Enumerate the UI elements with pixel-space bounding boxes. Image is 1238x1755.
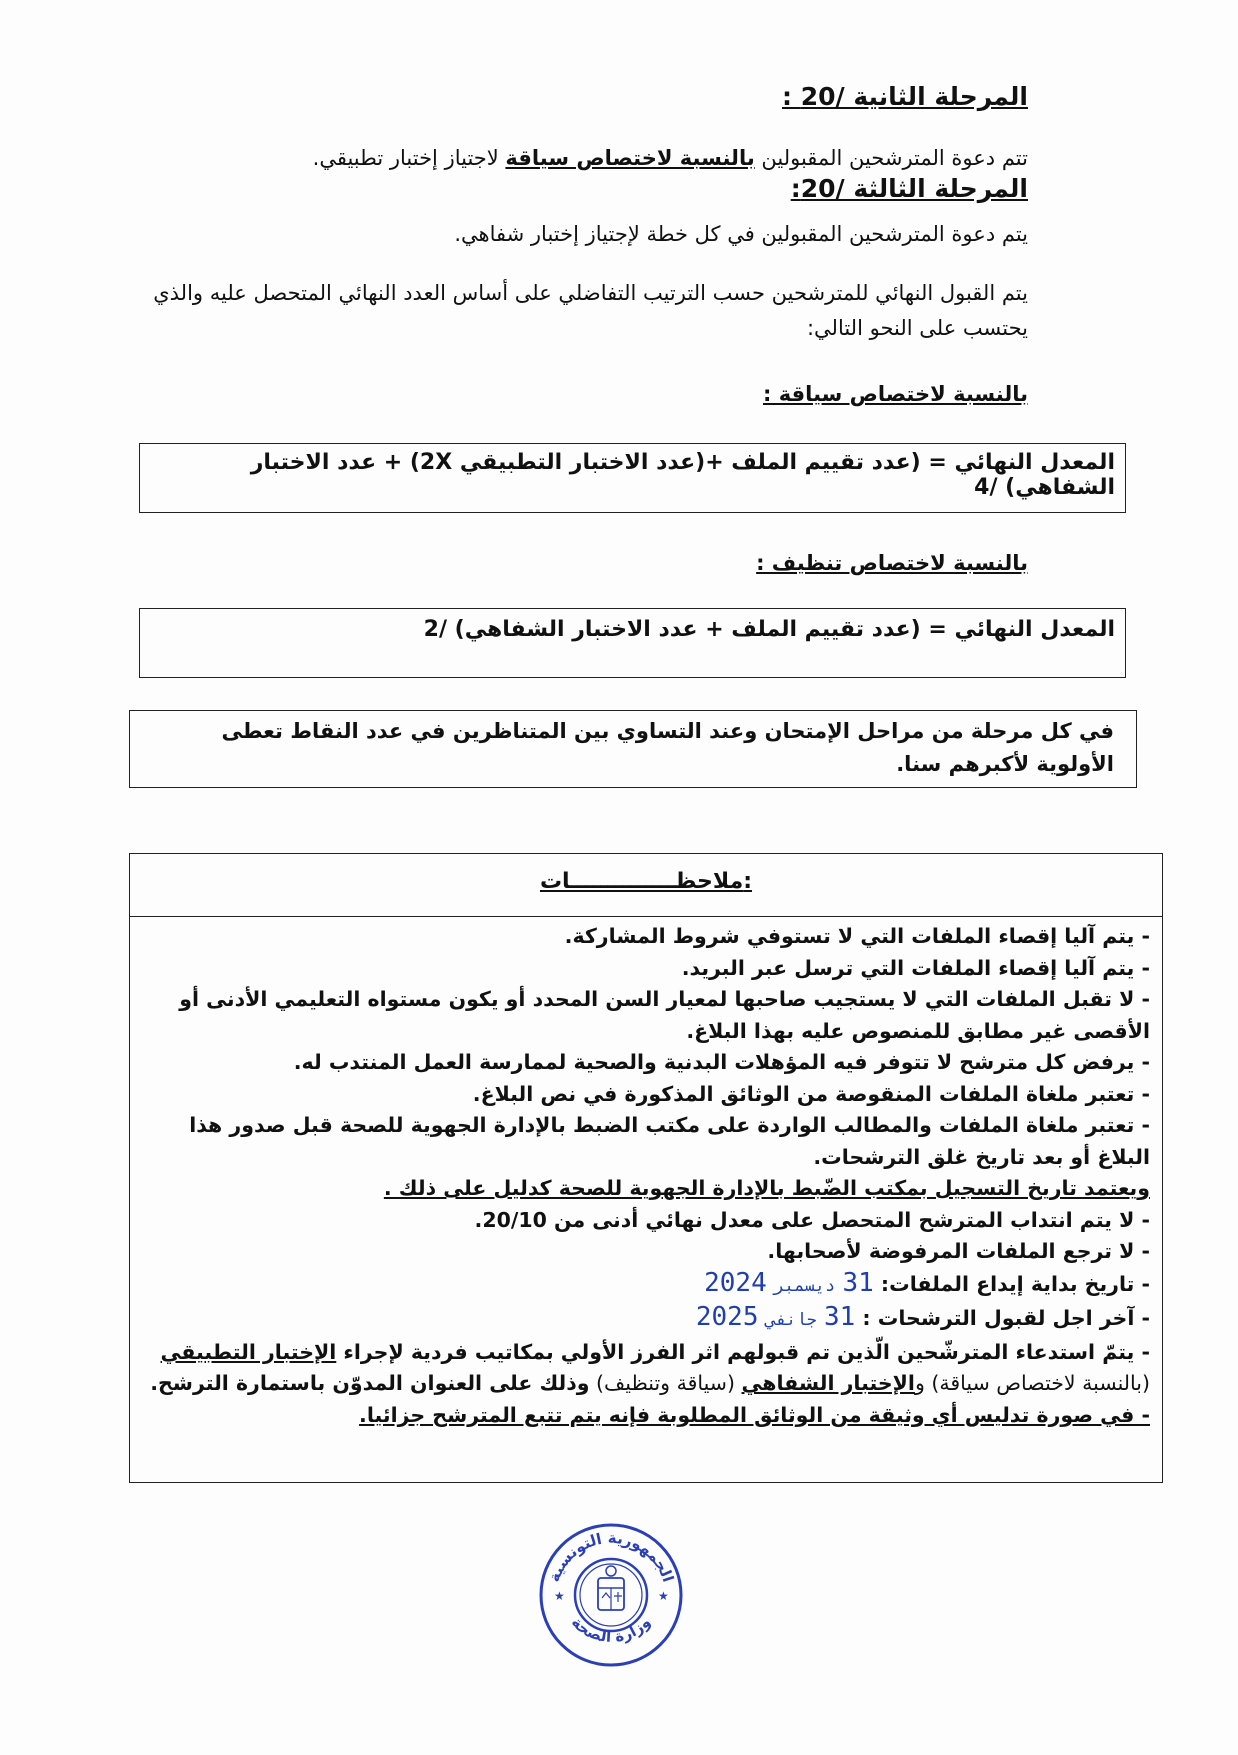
invite-part: (بالنسبة لاختصاص سياقة) و xyxy=(914,1371,1150,1395)
svg-text:★: ★ xyxy=(658,1589,669,1603)
note-invitation xyxy=(140,1337,1150,1400)
stage2-text-post: لاجتياز إختبار تطبيقي. xyxy=(312,146,506,170)
stage3-text: يتم دعوة المترشحين المقبولين في كل خطة لإجتياز إختبار شفاهي. xyxy=(454,222,1028,246)
invite-oral: الإختبار الشفاهي xyxy=(741,1371,915,1395)
note-item: - لا يتم انتداب المترشح المتحصل على معدل نهائي أدنى من 20/10. xyxy=(474,1207,1150,1232)
stage2-text-pre: تتم دعوة المترشحين المقبولين xyxy=(754,146,1028,170)
ministry-stamp xyxy=(536,1520,686,1670)
start-date-year: 2024 xyxy=(704,1267,767,1298)
stage3-title: المرحلة الثالثة /20: xyxy=(790,174,1028,203)
tie-rule-text: في كل مرحلة من مراحل الإمتحان وعند التساوي بين المتناظرين في عدد النقاط تعطى الأولوية لأكبرهم سنا. xyxy=(221,719,1114,776)
start-date-day: 31 xyxy=(842,1267,874,1298)
cleaning-heading: بالنسبة لاختصاص تنظيف : xyxy=(756,551,1028,575)
note-item: - يتم آليا إقصاء الملفات التي لا تستوفي شروط المشاركة. xyxy=(564,924,1150,948)
notes-title: ملاحظــــــــــــــات: xyxy=(130,854,1162,917)
note-item: - تعتبر ملغاة الملفات والمطالب الواردة على مكتب الضبط بالإدارة الجهوية للصحة قبل صدور هذا البلاغ أو بعد تاريخ غلق الترشحات. xyxy=(189,1113,1150,1169)
invite-part: - يتمّ استدعاء المترشّحين الّذين تم قبولهم اثر الفرز الأولي بمكاتيب فردية لإجراء xyxy=(336,1339,1150,1364)
stamp-bottom-text: وزارة الصحة xyxy=(567,1613,655,1646)
end-date-label: - آخر اجل لقبول الترشحات : xyxy=(862,1306,1150,1330)
note-item: - يرفض كل مترشح لا تتوفر فيه المؤهلات البدنية والصحية لممارسة العمل المنتدب له. xyxy=(293,1050,1150,1074)
note-start-date xyxy=(140,1268,1150,1303)
invite-part: وذلك على العنوان المدوّن باستمارة الترشح. xyxy=(150,1371,590,1395)
note-end-date xyxy=(140,1302,1150,1337)
start-date-label: - تاريخ بداية إيداع الملفات: xyxy=(880,1271,1150,1296)
stage2-text xyxy=(128,140,1028,176)
start-date-month: ديسمبر xyxy=(773,1275,836,1296)
final-acceptance-text: يتم القبول النهائي للمترشحين حسب الترتيب التفاضلي على أساس العدد النهائي المتحصل عليه والذي يحتسب على النحو التالي: xyxy=(153,281,1028,340)
invite-practical: الإختبار التطبيقي xyxy=(160,1339,337,1364)
stage2-title: المرحلة الثانية /20 : xyxy=(782,82,1028,111)
end-date-year: 2025 xyxy=(695,1302,759,1332)
note-registry: ويعتمد تاريخ التسجيل بمكتب الضّبط بالإدارة الجهوية للصحة كدليل على ذلك . xyxy=(383,1176,1150,1200)
note-item: - يتم آليا إقصاء الملفات التي ترسل عبر البريد. xyxy=(681,955,1150,980)
stamp-seal-icon xyxy=(536,1520,686,1670)
driving-heading: بالنسبة لاختصاص سياقة : xyxy=(762,382,1028,406)
cleaning-formula-box xyxy=(139,608,1126,678)
stage2-text-bold: بالنسبة لاختصاص سياقة xyxy=(505,146,755,170)
end-date-day: 31 xyxy=(823,1302,856,1332)
tie-rule-box xyxy=(129,710,1137,788)
driving-formula: المعدل النهائي = (عدد تقييم الملف +(عدد الاختبار التطبيقي 2X) + عدد الاختبار الشفاهي) /4 xyxy=(250,450,1115,500)
notes-list xyxy=(130,917,1162,1431)
stamp-top-text: الجمهورية التونسية xyxy=(544,1528,678,1585)
note-item: - لا ترجع الملفات المرفوضة لأصحابها. xyxy=(767,1239,1150,1263)
svg-text:★: ★ xyxy=(554,1589,565,1603)
note-item: - تعتبر ملغاة الملفات المنقوصة من الوثائق المذكورة في نص البلاغ. xyxy=(472,1081,1150,1106)
note-fraud: - في صورة تدليس أي وثيقة من الوثائق المطلوبة فإنه يتم تتبع المترشح جزائيا. xyxy=(359,1402,1150,1427)
end-date-month: جانفي xyxy=(765,1310,817,1330)
driving-formula-box xyxy=(139,443,1126,513)
note-item: - لا تقبل الملفات التي لا يستجيب صاحبها لمعيار السن المحدد أو يكون مستواه التعليمي الأدنى أو الأقصى غير مطابق للمنصوص عليه بهذا البلاغ. xyxy=(179,987,1150,1043)
invite-part: (سياقة وتنظيف) xyxy=(589,1371,742,1395)
notes-box xyxy=(129,853,1163,1483)
cleaning-formula: المعدل النهائي = (عدد تقييم الملف + عدد الاختبار الشفاهي) /2 xyxy=(423,617,1115,642)
